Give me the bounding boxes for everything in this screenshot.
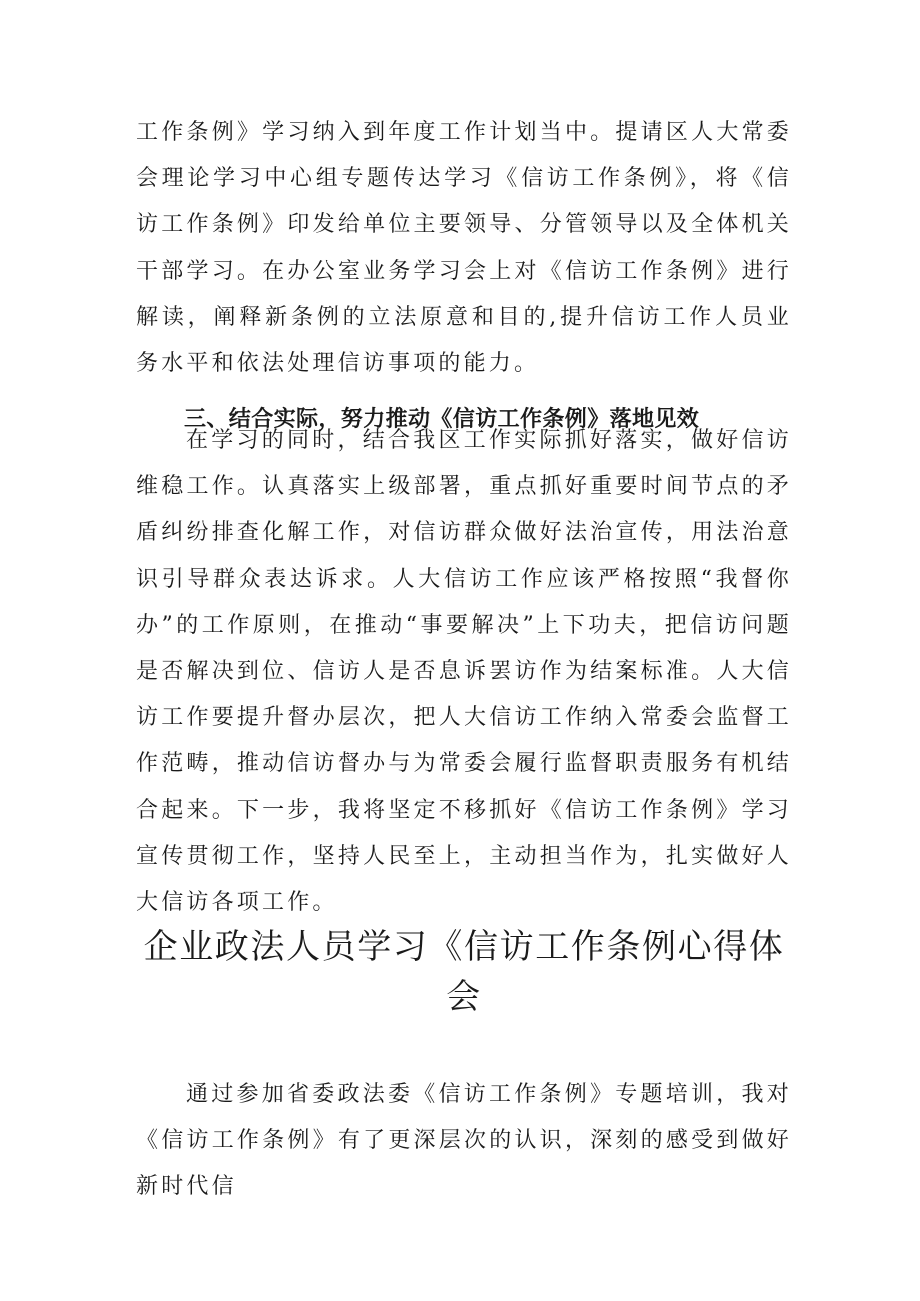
body-paragraph-1: 工作条例》学习纳入到年度工作计划当中。提请区人大常委会理论学习中心组专题传达学习《信访工作条例》，将《信访工作条例》印发给单位主要领导、分管领导以及全体机关干部学习。在办公室业务学习会上对《信访工作条例》进行解读，阐释新条例的立法原意和目的,提升信访工作人员业务水平和依法处理信访事项的能力。 (136, 120, 792, 377)
section-heading: 三、结合实际，努力推动《信访工作条例》落地见效 (184, 407, 700, 432)
body-paragraph-2: 在学习的同时，结合我区工作实际抓好落实，做好信访维稳工作。认真落实上级部署，重点抓好重要时间节点的矛盾纠纷排查化解工作，对信访群众做好法治宣传，用法治意识引导群众表达诉求。人大信访工作应该严格按照“我督你办”的工作原则，在推动“事要解决”上下功夫，把信访问题是否解决到位、信访人是否息诉罢访作为结案标准。人大信访工作要提升督办层次，把人大信访工作纳入常委会监督工作范畴，推动信访督办与为常委会履行监督职责服务有机结合起来。下一步，我将坚定不移抓好《信访工作条例》学习宣传贯彻工作，坚持人民至上，主动担当作为，扎实做好人大信访各项工作。 (136, 428, 792, 916)
article-title: 企业政法人员学习《信访工作条例心得体会 (143, 927, 785, 1017)
body-paragraph-3: 通过参加省委政法委《信访工作条例》专题培训，我对《信访工作条例》有了更深层次的认识，深刻的感受到做好新时代信 (136, 1082, 792, 1200)
